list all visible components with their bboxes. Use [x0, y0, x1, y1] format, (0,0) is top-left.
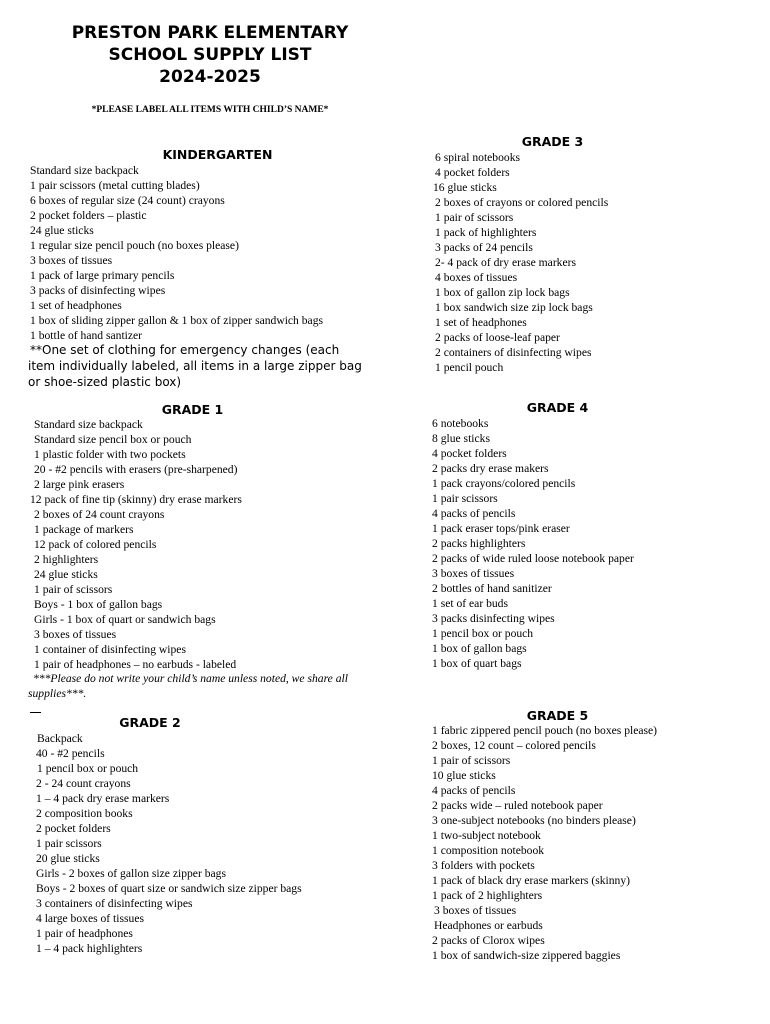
supply-item: 2 boxes of crayons or colored pencils [435, 196, 609, 209]
supply-item: 3 boxes of tissues [432, 567, 515, 580]
supply-item: 2 boxes of 24 count crayons [34, 508, 165, 521]
supply-item: Standard size pencil box or pouch [34, 433, 192, 446]
supply-item: Standard size backpack [30, 164, 139, 177]
grade1-heading: GRADE 1 [161, 402, 224, 417]
supply-item: 1 pencil box or pouch [37, 762, 139, 775]
supply-item: 4 large boxes of tissues [36, 912, 144, 925]
supply-item: 2 packs wide – ruled notebook paper [432, 799, 603, 812]
grade1-share-note [28, 671, 388, 701]
supply-item: 4 packs of pencils [432, 784, 516, 797]
supply-item: 6 boxes of regular size (24 count) crayons [30, 194, 225, 207]
supply-item: 20 - #2 pencils with erasers (pre-sharpened) [34, 463, 238, 476]
supply-item: 1 pair of headphones [36, 927, 133, 940]
supply-item: 1 pack of black dry erase markers (skinny) [432, 874, 630, 887]
supply-item: 1 set of headphones [435, 316, 527, 329]
grade2-heading: GRADE 2 [119, 715, 181, 730]
supply-item: 1 box of sliding zipper gallon & 1 box of zipper sandwich bags [30, 314, 324, 327]
supply-item: 2 packs of Clorox wipes [432, 934, 545, 947]
supply-item: Boys - 1 box of gallon bags [34, 598, 163, 611]
supply-item: 12 pack of fine tip (skinny) dry erase markers [30, 493, 242, 506]
supply-item: 24 glue sticks [30, 224, 94, 237]
supply-item: 20 glue sticks [36, 852, 100, 865]
supply-item: 1 box sandwich size zip lock bags [435, 301, 593, 314]
supply-item: 1 package of markers [34, 523, 134, 536]
supply-item: 4 packs of pencils [432, 507, 516, 520]
supply-item: Boys - 2 boxes of quart size or sandwich size zipper bags [36, 882, 302, 895]
kindergarten-note-line: item individually labeled, all items in a large zipper bag [28, 359, 362, 373]
supply-item: 3 one-subject notebooks (no binders please) [432, 814, 636, 827]
supply-item: 2 packs of loose-leaf paper [435, 331, 560, 344]
supply-item: 1 pair scissors (metal cutting blades) [30, 179, 200, 192]
supply-item: 2 boxes, 12 count – colored pencils [432, 739, 596, 752]
supply-item: 1 pair scissors [36, 837, 102, 850]
kindergarten-note-line: **One set of clothing for emergency changes (each [30, 343, 340, 357]
supply-item: 1 pack crayons/colored pencils [432, 477, 576, 490]
supply-item: 10 glue sticks [432, 769, 496, 782]
supply-item: 1 box of gallon bags [432, 642, 527, 655]
supply-item: 1 set of headphones [30, 299, 122, 312]
supply-item: 1 box of sandwich-size zippered baggies [432, 949, 621, 962]
supply-item: 3 containers of disinfecting wipes [36, 897, 193, 910]
grade2-list [36, 731, 302, 956]
grade4-heading: GRADE 4 [526, 400, 589, 415]
supply-item: 1 pack of highlighters [435, 226, 537, 239]
supply-item: 2 packs highlighters [432, 537, 526, 550]
supply-item: 3 packs disinfecting wipes [432, 612, 555, 625]
supply-item: 3 boxes of tissues [30, 254, 113, 267]
supply-item: 1 pack of 2 highlighters [432, 889, 543, 902]
supply-item: 1 pair of headphones – no earbuds - labeled [34, 658, 237, 671]
supply-item: 1 regular size pencil pouch (no boxes please) [30, 239, 239, 252]
supply-item: 16 glue sticks [433, 181, 497, 194]
supply-item: 2 bottles of hand sanitizer [432, 582, 552, 595]
list-title: SCHOOL SUPPLY LIST [108, 45, 312, 65]
supply-item: 2 pocket folders [36, 822, 111, 835]
school-year: 2024-2025 [159, 67, 261, 87]
supply-item: 3 packs of 24 pencils [435, 241, 533, 254]
supply-item: 1 box of quart bags [432, 657, 522, 670]
supply-item: 12 pack of colored pencils [34, 538, 157, 551]
document-title [40, 22, 380, 88]
grade1-list [30, 417, 242, 672]
supply-item: 3 folders with pockets [432, 859, 535, 872]
supply-item: 2 packs of wide ruled loose notebook paper [432, 552, 634, 565]
supply-item: 1 pencil pouch [435, 361, 504, 374]
supply-item: 24 glue sticks [34, 568, 98, 581]
supply-item: Girls - 2 boxes of gallon size zipper bags [36, 867, 226, 880]
label-note: *PLEASE LABEL ALL ITEMS WITH CHILD’S NAME* [91, 105, 329, 115]
supply-item: 1 pair of scissors [432, 754, 511, 767]
supply-item: 2 pocket folders – plastic [30, 209, 147, 222]
grade5-heading: GRADE 5 [526, 708, 589, 723]
supply-item: 1 pack of large primary pencils [30, 269, 175, 282]
supply-item: 1 pack eraser tops/pink eraser [432, 522, 570, 535]
supply-item: 2 large pink erasers [34, 478, 125, 491]
supply-item: 4 pocket folders [432, 447, 507, 460]
supply-item: 1 pair scissors [432, 492, 498, 505]
supply-item: 2 highlighters [34, 553, 99, 566]
supply-item: 1 – 4 pack highlighters [36, 942, 143, 955]
supply-item: 6 notebooks [432, 417, 489, 430]
grade5-list [432, 723, 657, 963]
supply-item: 3 boxes of tissues [34, 628, 117, 641]
kindergarten-list [30, 163, 323, 343]
supply-item: 2- 4 pack of dry erase markers [435, 256, 576, 269]
supply-item: 1 pair of scissors [435, 211, 514, 224]
supply-item: 1 container of disinfecting wipes [34, 643, 186, 656]
school-name: PRESTON PARK ELEMENTARY [71, 23, 349, 43]
supply-item: 1 bottle of hand santizer [30, 329, 143, 342]
supply-item: 40 - #2 pencils [36, 747, 105, 760]
supply-item: 1 two-subject notebook [432, 829, 541, 842]
supply-item: 1 pencil box or pouch [432, 627, 534, 640]
kindergarten-note-line: or shoe-sized plastic box) [28, 375, 182, 389]
grade3-list [433, 150, 608, 375]
supply-item: 1 set of ear buds [432, 597, 508, 610]
supply-item: 3 boxes of tissues [434, 904, 517, 917]
grade3-heading: GRADE 3 [521, 134, 584, 149]
supply-item: 2 packs dry erase makers [432, 462, 549, 475]
grade1-note-line: supplies***. [28, 687, 87, 700]
supply-item: 2 composition books [36, 807, 133, 820]
grade4-list [432, 416, 634, 671]
kindergarten-clothing-note [28, 342, 388, 390]
supply-item: Backpack [37, 732, 83, 745]
supply-item: 2 - 24 count crayons [36, 777, 131, 790]
supply-item: 6 spiral notebooks [435, 151, 521, 164]
supply-item: 3 packs of disinfecting wipes [30, 284, 166, 297]
supply-item: 1 pair of scissors [34, 583, 113, 596]
grade1-note-line: ***Please do not write your child’s name unless noted, we share all [33, 672, 348, 685]
kindergarten-heading: KINDERGARTEN [162, 147, 273, 162]
supply-item: 4 boxes of tissues [435, 271, 518, 284]
supply-item: 2 containers of disinfecting wipes [435, 346, 592, 359]
supply-item: 1 fabric zippered pencil pouch (no boxes please) [432, 724, 658, 737]
supply-item: 8 glue sticks [432, 432, 490, 445]
supply-item: Headphones or earbuds [434, 919, 543, 932]
supply-item: 1 plastic folder with two pockets [34, 448, 186, 461]
supply-item: Girls - 1 box of quart or sandwich bags [34, 613, 216, 626]
supply-item: 4 pocket folders [435, 166, 510, 179]
supply-item: 1 composition notebook [432, 844, 545, 857]
supply-item: Standard size backpack [34, 418, 143, 431]
separator-dash [30, 712, 41, 713]
supply-item: 1 box of gallon zip lock bags [435, 286, 570, 299]
supply-item: 1 – 4 pack dry erase markers [36, 792, 170, 805]
